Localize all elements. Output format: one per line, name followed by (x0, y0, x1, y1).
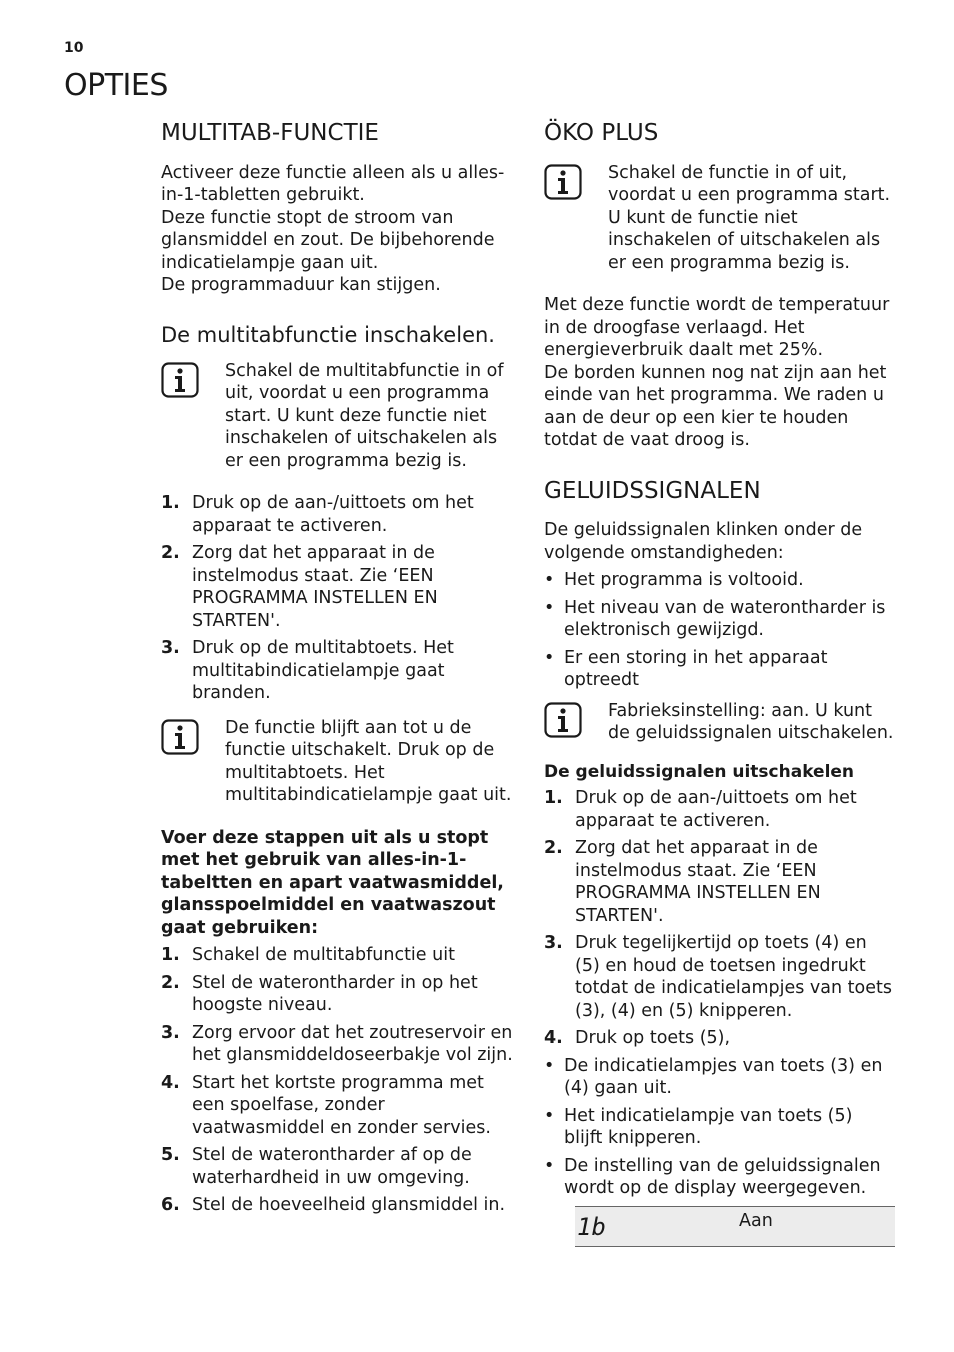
geluid-title: GELUIDSSIGNALEN (544, 477, 761, 504)
list-item: • Het niveau van de waterontharder is elektronisch gewijzigd. (544, 597, 886, 641)
list-item: 2. Zorg dat het apparaat in de instelmodus staat. Zie ‘EEN PROGRAMMA INSTELLEN EN STARTEN'. (544, 838, 821, 926)
multitab-intro: Activeer deze functie alleen als u alles-in-1-tabletten gebruikt. (161, 162, 505, 206)
list-item: • Het programma is voltooid. (544, 570, 804, 591)
oko-para1: Met deze functie wordt de temperatuur in de droogfase verlaagd. Het energieverbruik daalt met 25%. (544, 295, 890, 361)
inschakelen-steps (161, 492, 517, 705)
list-item: 1. Druk op de aan-/uittoets om het apparaat te activeren. (544, 788, 857, 831)
list-item: 2. Zorg dat het apparaat in de instelmodus staat. Zie ‘EEN PROGRAMMA INSTELLEN EN STARTEN'. (161, 543, 438, 631)
page-title: OPTIES (64, 68, 168, 103)
list-item: • De indicatielampjes van toets (3) en (4) gaan uit. (544, 1055, 883, 1099)
multitab-para2: Deze functie stopt de stroom van glansmiddel en zout. De bijbehorende indicatielampje gaan uit. (161, 207, 495, 273)
info-note-text: Schakel de functie in of uit, voordat u een programma start. U kunt de functie niet inschakelen of uitschakelen als er een programma bezig is. (608, 162, 891, 273)
info-note (544, 162, 896, 275)
left-column (161, 120, 517, 1222)
info-icon (161, 719, 199, 755)
right-column (544, 120, 896, 1247)
geluid-sub-bullets (544, 1055, 896, 1200)
list-item: 3. Zorg ervoor dat het zoutreservoir en het glansmiddeldoseerbakje vol zijn. (161, 1022, 513, 1066)
multitab-title: MULTITAB-FUNCTIE (161, 120, 379, 146)
info-icon (544, 164, 582, 200)
geluid-steps (544, 787, 896, 1050)
list-item: 5. Stel de waterontharder af op de waterhardheid in uw omgeving. (161, 1145, 472, 1188)
display-code: 1b (577, 1212, 606, 1241)
info-icon (544, 702, 582, 738)
inschakelen-title: De multitabfunctie inschakelen. (161, 322, 495, 347)
info-note-text: Schakel de multitabfunctie in of uit, voordat u een programma start. U kunt deze functie niet inschakelen of uitschakelen als er een programma bezig is. (225, 360, 504, 471)
list-item: 6. Stel de hoeveelheid glansmiddel in. (161, 1195, 506, 1216)
list-item: 4. Start het kortste programma met een spoelfase, zonder vaatwasmiddel en zonder servies. (161, 1072, 491, 1138)
list-item: 3. Druk op de multitabtoets. Het multitabindicatielampje gaat branden. (161, 638, 454, 704)
list-item: • De instelling van de geluidssignalen wordt op de display weergegeven. (544, 1155, 881, 1199)
list-item: 1. Schakel de multitabfunctie uit (161, 945, 455, 966)
stop-steps (161, 944, 517, 1217)
list-item: • Het indicatielampje van toets (5) blijft knipperen. (544, 1105, 853, 1149)
list-item: 3. Druk tegelijkertijd op toets (4) en (5) en houd de toetsen ingedrukt totdat de indicatielampjes van toets (3), (4) en (5) knipperen. (544, 933, 892, 1021)
info-note (544, 700, 896, 745)
geluid-intro: De geluidssignalen klinken onder de volgende omstandigheden: (544, 520, 863, 563)
list-item: 1. Druk op de aan-/uittoets om het apparaat te activeren. (161, 493, 474, 536)
list-item: 4. Druk op toets (5), (544, 1028, 731, 1049)
stop-instructions: Voer deze stappen uit als u stopt met het gebruik van alles-in-1-tabeltten en apart vaatwasmiddel, glansspoelmiddel en vaatwaszout gaat gebruiken: (161, 827, 504, 938)
geluid-uit-title: De geluidssignalen uitschakelen (544, 761, 855, 782)
list-item: 2. Stel de waterontharder in op het hoogste niveau. (161, 972, 478, 1016)
page-number: 10 (64, 40, 84, 56)
info-note (161, 360, 517, 473)
info-note-text: De functie blijft aan tot u de functie uitschakelt. Druk op de multitabtoets. Het multitabindicatielampje gaat uit. (225, 717, 512, 806)
oko-para2: De borden kunnen nog nat zijn aan het einde van het programma. We raden u aan de deur op een kier te houden totdat de vaat droog is. (544, 362, 887, 451)
info-icon (161, 362, 199, 398)
display-value: Aan (739, 1210, 773, 1231)
info-note-text: Fabrieksinstelling: aan. U kunt de geluidssignalen uitschakelen. (608, 700, 894, 744)
oko-plus-title: ÖKO PLUS (544, 120, 659, 146)
geluid-bullets (544, 569, 896, 692)
info-note (161, 717, 517, 807)
multitab-para3: De programmaduur kan stijgen. (161, 275, 441, 296)
list-item: • Er een storing in het apparaat optreedt (544, 647, 828, 691)
display-table (575, 1206, 895, 1247)
